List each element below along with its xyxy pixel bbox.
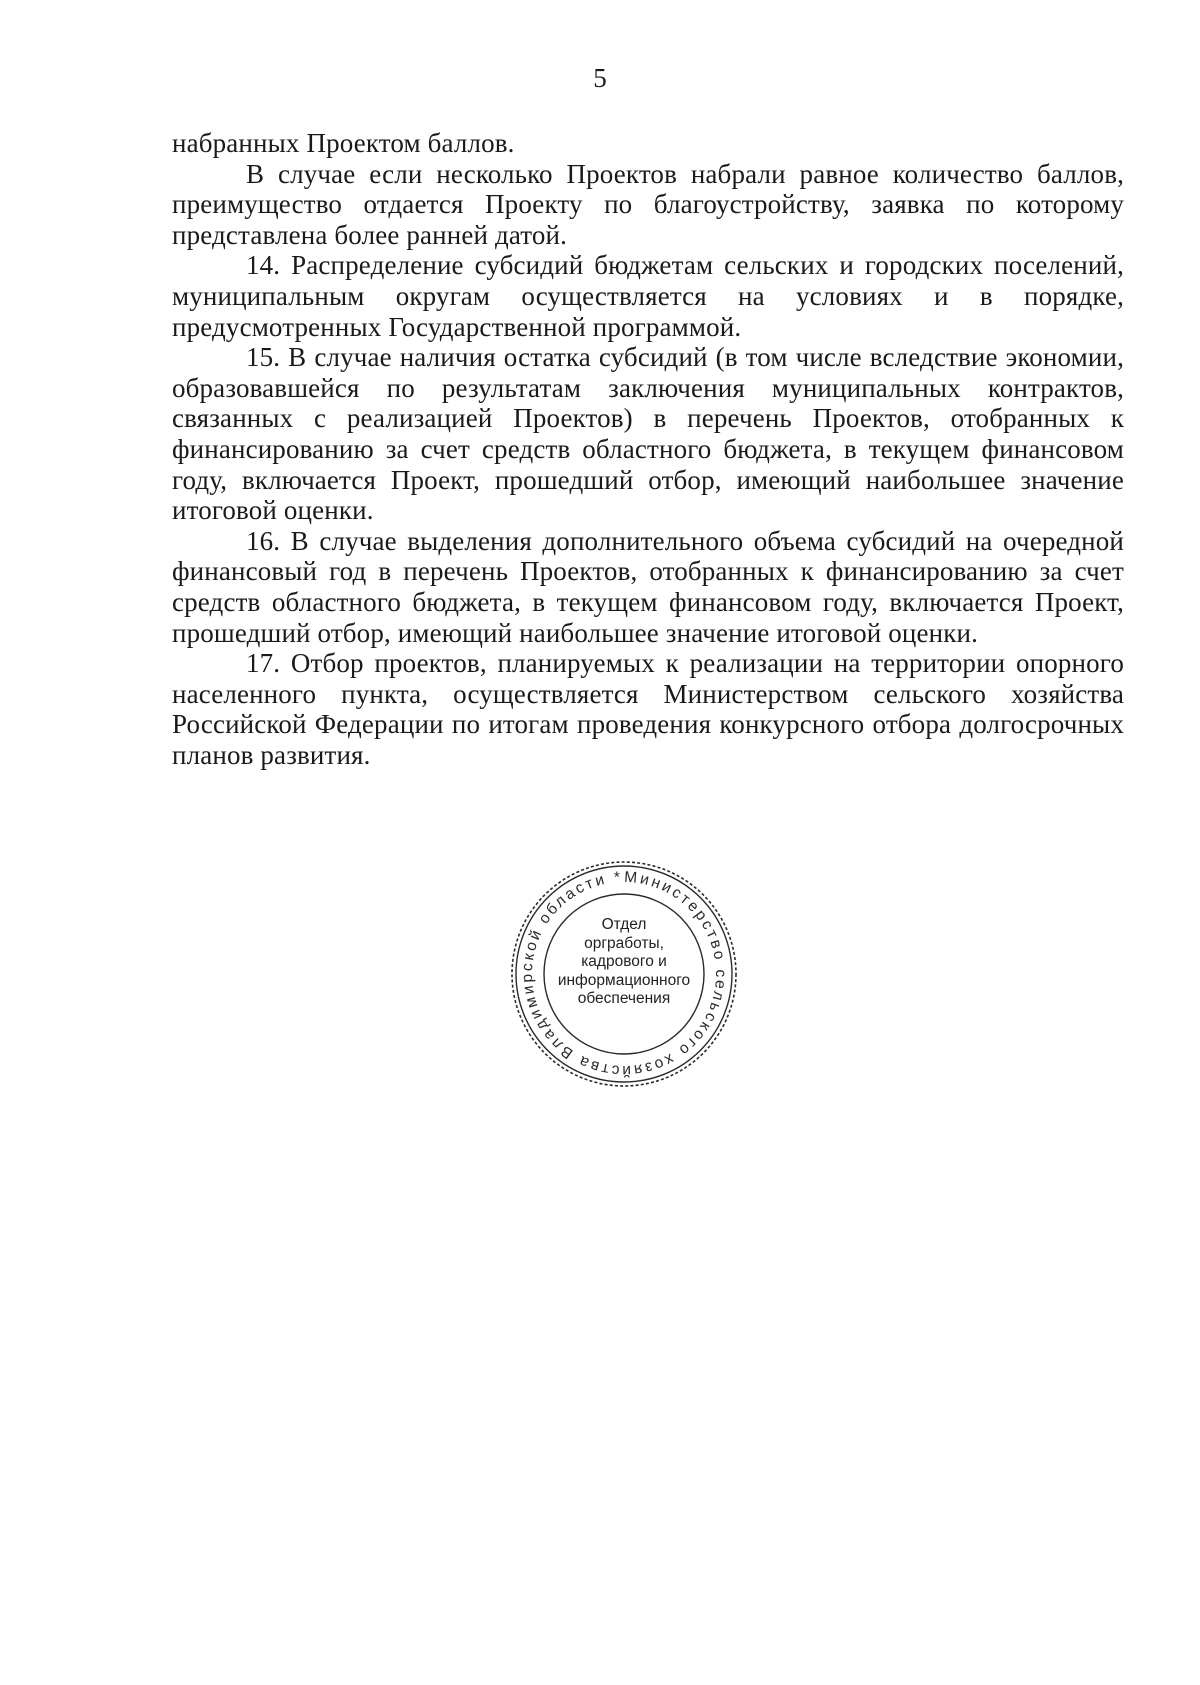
paragraph-item-14: 14. Распределение субсидий бюджетам сельских и городских поселений, муниципальным округам осуществляется на условиях и в порядке, предусмотренных Государственной программой. bbox=[172, 250, 1124, 342]
stamp-line: информационного bbox=[557, 971, 691, 989]
paragraph-tie-break: В случае если несколько Проектов набрали равное количество баллов, преимущество отдается Проекту по благоустройству, заявка по которому представлена более ранней датой. bbox=[172, 158, 1124, 250]
stamp-center-text bbox=[546, 916, 702, 1009]
paragraph-item-15: 15. В случае наличия остатка субсидий (в том числе вследствие экономии, образовавшейся по результатам заключения муниципальных контрактов, связанных с реализацией Проектов) в перечень Проектов, отобранных к финансированию за счет средств областного бюджета, в текущем финансовом году, включается Проект, прошедший отбор, имеющий наибольшее значение итоговой оценки. bbox=[172, 342, 1124, 526]
official-stamp bbox=[508, 858, 740, 1090]
stamp-line: Отдел bbox=[601, 916, 647, 933]
stamp-line: кадрового и bbox=[581, 953, 667, 970]
document-body bbox=[172, 128, 1124, 770]
paragraph-continuation: набранных Проектом баллов. bbox=[172, 128, 515, 158]
paragraph-item-16: 16. В случае выделения дополнительного объема субсидий на очередной финансовый год в перечень Проектов, отобранных к финансированию за счет средств областного бюджета, в текущем финансовом году, включается Проект, прошедший отбор, имеющий наибольшее значение итоговой оценки. bbox=[172, 525, 1124, 648]
page-number: 5 bbox=[593, 63, 607, 93]
stamp-ring-text: Министерство сельского хозяйства Владимирской области * bbox=[518, 868, 730, 1080]
stamp-line: оргработы, bbox=[584, 934, 664, 952]
stamp-line: обеспечения bbox=[577, 990, 671, 1007]
paragraph-item-17: 17. Отбор проектов, планируемых к реализации на территории опорного населенного пункта, осуществляется Министерством сельского хозяйства Российской Федерации по итогам проведения конкурсного отбора долгосрочных планов развития. bbox=[172, 648, 1124, 770]
